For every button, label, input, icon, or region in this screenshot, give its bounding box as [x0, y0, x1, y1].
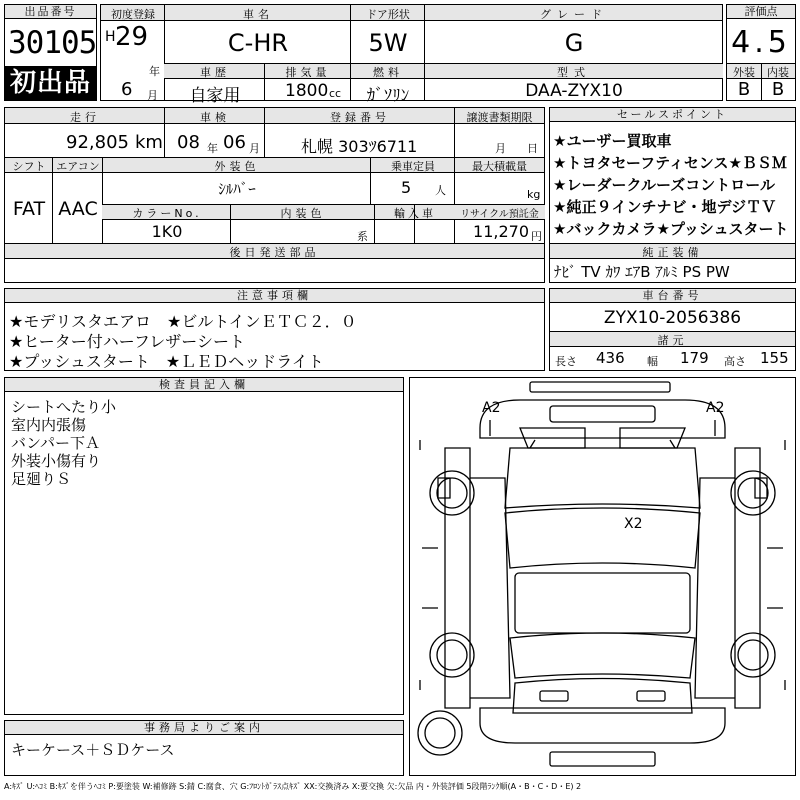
- transfer-month-unit: 月: [495, 142, 506, 155]
- recycle-label: リサイクル預託金: [460, 209, 539, 220]
- plate-label: 登録番号: [330, 111, 390, 124]
- lot-number: 30105: [8, 25, 97, 61]
- transfer-label: 譲渡書類期限: [466, 111, 533, 124]
- ac-label: エアコン: [56, 160, 100, 173]
- shift: FAT: [12, 198, 46, 220]
- air-conditioner: AAC: [58, 198, 98, 220]
- fuel-label: 燃料: [373, 66, 403, 79]
- inspector-line: バンパー下Ａ: [11, 434, 100, 452]
- inspection-label: 車検: [200, 111, 230, 124]
- inspector-box: [4, 377, 404, 715]
- reg-month: 6: [121, 79, 133, 100]
- reg-month-unit: 月: [147, 89, 158, 102]
- chassis-number: ZYX10-2056386: [603, 308, 742, 328]
- color-no-label: カラーNo.: [132, 207, 202, 220]
- load-label: 最大積載量: [472, 160, 527, 173]
- capacity-label: 乗車定員: [391, 160, 435, 173]
- mileage-unit: km: [135, 132, 163, 153]
- grade: G: [564, 29, 584, 57]
- inspector-line: シートへたり小: [11, 398, 117, 416]
- sales-point-item: ★レーダークルーズコントロール: [553, 176, 775, 194]
- lot-number-label: 出品番号: [5, 5, 96, 19]
- door-label: ドア形状: [366, 8, 410, 21]
- mileage-label: 走行: [70, 111, 100, 124]
- sales-point-item: ★ユーザー買取車: [553, 132, 672, 150]
- int-color-label: 内装色: [280, 207, 326, 220]
- displacement-unit: cc: [329, 87, 342, 100]
- capacity-unit: 人: [435, 184, 446, 197]
- office-box: [4, 720, 404, 776]
- inspection-month-unit: 月: [249, 142, 260, 155]
- spec-label: 諸元: [657, 334, 688, 347]
- transfer-day-unit: 日: [527, 142, 538, 155]
- plate-number: 札幌 303ﾂ6711: [301, 137, 418, 156]
- fuel: ｶﾞｿﾘﾝ: [366, 86, 410, 106]
- exterior-grade: B: [737, 79, 751, 100]
- damage-mark: A2: [706, 400, 725, 416]
- width-value: 179: [680, 349, 709, 367]
- sales-point-item: ★純正９インチナビ・地デジＴＶ: [553, 198, 777, 216]
- first-listing-badge: 初出品: [5, 66, 96, 100]
- sales-point-item: ★トヨタセーフティセンス★ＢＳＭ: [553, 154, 787, 172]
- car-outline-diagram: [410, 378, 795, 775]
- shift-label: シフト: [12, 160, 46, 173]
- reg-year-unit: 年: [149, 65, 160, 78]
- inspection-year-unit: 年: [207, 142, 218, 155]
- overall-score: 4.5: [731, 25, 791, 60]
- displacement: 1800: [285, 81, 329, 101]
- lot-number-box: [4, 4, 97, 101]
- interior-label: 内装: [767, 66, 789, 79]
- inspector-title: 検査員記入欄: [5, 378, 403, 392]
- caution-line: ★モデリスタエアロ ★ビルトインＥＴＣ２．０: [9, 312, 357, 331]
- height-label: 高さ: [724, 355, 746, 368]
- caution-line: ★ヒーター付ハーフレザーシート: [9, 332, 245, 351]
- door-type: 5W: [368, 29, 408, 57]
- width-label: 幅: [647, 355, 658, 368]
- height-value: 155: [760, 349, 789, 367]
- history-label: 車歴: [200, 66, 230, 79]
- damage-mark: X2: [624, 516, 643, 532]
- sales-point-item: ★バックカメラ★プッシュスタート: [553, 220, 789, 238]
- later-parts-label: 後日発送部品: [229, 246, 320, 259]
- sales-points-title: セールスポイント: [550, 108, 795, 122]
- era-letter: H: [105, 29, 116, 45]
- car-history: 自家用: [189, 86, 241, 106]
- caution-line: ★プッシュスタート ★ＬＥＤヘッドライト: [9, 352, 324, 371]
- damage-diagram: [409, 377, 796, 776]
- inspection-year: 08: [177, 132, 200, 153]
- caution-box: [4, 288, 545, 371]
- inspector-line: 室内内張傷: [11, 416, 87, 434]
- exterior-label: 外装: [733, 66, 755, 79]
- interior-grade: B: [771, 79, 785, 100]
- ext-color-label: 外装色: [214, 160, 260, 173]
- header-block: [100, 4, 723, 106]
- length-label: 長さ: [555, 355, 577, 368]
- capacity: 5: [401, 178, 412, 197]
- score-label: 評価点: [727, 5, 795, 19]
- displacement-label: 排気量: [285, 66, 331, 79]
- recycle-unit: 円: [531, 230, 542, 243]
- model-label: 型式: [557, 66, 591, 79]
- inspector-line: 足廻りＳ: [11, 470, 72, 488]
- grade-label: グレード: [540, 8, 608, 21]
- vehicle-details: [4, 107, 545, 283]
- mileage: 92,805: [66, 132, 129, 153]
- inspection-month: 06: [223, 132, 246, 153]
- damage-mark: A2: [482, 400, 501, 416]
- import-label: 輸入車: [394, 207, 436, 220]
- damage-legend: A:ｷｽﾞ U:ﾍｺﾐ B:ｷｽﾞを伴うﾍｺﾐ P:要塗装 W:補修跡 S:錆 C:腐食、穴 G:ﾌﾛﾝﾄｶﾞﾗｽ点ｷｽﾞ XX:交換済み X:要交換 欠:欠品 内・外装評価 5段階ﾗﾝｸ順(A・B・C・D・E) 2: [4, 782, 582, 791]
- score-box: [726, 4, 796, 101]
- office-text: キーケース＋ＳＤケース: [11, 741, 175, 759]
- reg-year: 29: [115, 22, 149, 52]
- chassis-label: 車台番号: [550, 289, 795, 303]
- office-title: 事務局よりご案内: [5, 721, 403, 735]
- first-reg-label: 初度登録: [111, 8, 155, 21]
- car-name-label: 車名: [243, 8, 273, 21]
- caution-title: 注意事項欄: [5, 289, 544, 303]
- inspector-line: 外装小傷有り: [11, 452, 102, 470]
- model-code: DAA-ZYX10: [525, 81, 623, 101]
- equipment-label: 純正装備: [642, 246, 703, 259]
- load-unit: kg: [527, 188, 541, 201]
- length-value: 436: [596, 349, 625, 367]
- chassis-box: [549, 288, 796, 371]
- color-number: 1K0: [151, 222, 183, 241]
- car-name: C-HR: [227, 29, 289, 57]
- sales-points-box: [549, 107, 796, 283]
- int-color-unit: 系: [357, 230, 368, 243]
- exterior-color: ｼﾙﾊﾞｰ: [218, 180, 256, 198]
- recycle-fee: 11,270: [473, 222, 529, 241]
- standard-equipment: ﾅﾋﾞ TV ｶﾜ ｴｱB ｱﾙﾐ PS PW: [554, 263, 730, 281]
